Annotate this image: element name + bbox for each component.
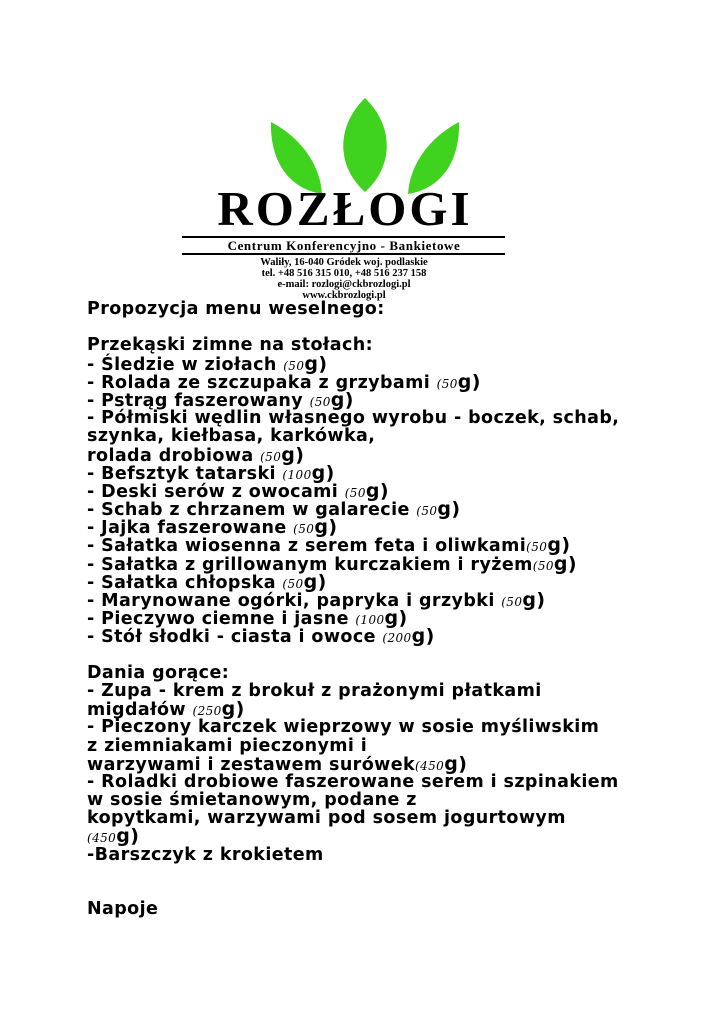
portion-unit: g): [444, 752, 468, 775]
portion-unit: g): [304, 352, 328, 375]
dish-text: - Jajka faszerowane: [87, 518, 294, 539]
portion-unit: g): [437, 498, 461, 521]
dish-text: - Pieczywo ciemne i jasne: [87, 609, 356, 630]
divider-bottom: [182, 253, 505, 255]
menu-line: [87, 552, 687, 575]
portion-size: (50: [260, 449, 282, 464]
menu-line: [87, 718, 687, 736]
dish-text: - Roladki drobiowe faszerowane serem i szpinakiem: [87, 771, 619, 792]
menu-line: [87, 516, 687, 539]
portion-unit: g): [365, 479, 389, 502]
portion-size: (50: [532, 558, 554, 573]
menu-line: [87, 737, 687, 755]
menu-title: Propozycja menu weselnego:: [87, 299, 385, 319]
menu-line: [87, 570, 687, 593]
menu-line: [87, 825, 687, 848]
drinks-heading: Napoje: [87, 899, 159, 920]
portion-size: (450: [87, 831, 117, 846]
website: www.ckbrozlogi.pl: [302, 290, 386, 301]
portion-unit: g): [281, 443, 305, 466]
menu-line: [87, 791, 687, 809]
portion-size: (50: [309, 394, 331, 409]
dish-text: migdałów: [87, 700, 193, 721]
portion-size: (50: [526, 540, 548, 555]
address: Waliły, 16-040 Gródek woj. podlaskie: [260, 257, 428, 268]
portion-unit: g): [553, 552, 577, 575]
portion-unit: g): [457, 370, 481, 393]
menu-line: [87, 682, 687, 700]
portion-size: (50: [416, 504, 438, 519]
menu-line: [87, 752, 687, 775]
portion-size: (50: [344, 485, 366, 500]
menu-line: [87, 388, 687, 411]
portion-unit: g): [116, 825, 140, 848]
portion-size: (100: [282, 467, 312, 482]
portion-size: (200: [382, 631, 412, 646]
portion-size: (50: [501, 595, 523, 609]
portion-size: (50: [282, 576, 304, 591]
portion-unit: g): [311, 461, 335, 484]
menu-line: [87, 809, 687, 827]
dish-text: warzywami i zestawem surówek: [87, 754, 416, 775]
hot-dishes-list: [87, 682, 687, 864]
portion-size: (450: [415, 758, 445, 773]
dish-text: - Deski serów z owocami: [87, 481, 345, 502]
email: e-mail: rozlogi@ckbrozlogi.pl: [277, 279, 411, 290]
dish-text: - Pieczony karczek wieprzowy w sosie myśliwskim: [87, 717, 600, 738]
dish-text: - Pstrąg faszerowany: [87, 390, 310, 411]
menu-line: [87, 698, 687, 721]
dish-text: w sosie śmietanowym, podane z: [87, 790, 417, 811]
hot-heading: Dania gorące:: [87, 662, 230, 683]
dish-text: - Befsztyk tatarski: [87, 463, 283, 484]
dish-text: - Marynowane ogórki, papryka i grzybki: [87, 591, 502, 611]
dish-text: rolada drobiowa: [87, 445, 261, 466]
portion-size: (50: [436, 376, 458, 391]
menu-line: [87, 607, 687, 630]
portion-unit: g): [330, 388, 354, 411]
menu-line: [87, 479, 687, 502]
portion-size: (250: [192, 704, 222, 719]
dish-text: z ziemniakami pieczonymi i: [87, 735, 368, 756]
cold-heading: Przekąski zimne na stołach:: [87, 335, 374, 356]
brand-name: ROZŁOGI: [217, 181, 473, 236]
cold-dishes-list: [87, 352, 687, 648]
portion-unit: g): [547, 534, 571, 557]
dish-text: - Sałatka z grillowanym kurczakiem i ryżem: [87, 554, 533, 575]
menu-line: [87, 443, 687, 466]
menu-line: [87, 534, 687, 557]
dish-text: -Barszczyk z krokietem: [87, 844, 324, 865]
menu-line: [87, 773, 687, 791]
brand-subtitle: Centrum Konferencyjno - Bankietowe: [227, 238, 461, 253]
portion-unit: g): [522, 589, 546, 611]
menu-line: [87, 498, 687, 521]
dish-text: - Półmiski wędlin własnego wyrobu - boczek, schab,: [87, 408, 620, 429]
portion-unit: g): [314, 516, 338, 539]
portion-unit: g): [384, 607, 408, 630]
dish-text: - Sałatka wiosenna z serem feta i oliwkami: [87, 536, 527, 557]
dish-text: - Schab z chrzanem w galarecie: [87, 500, 417, 521]
menu-line: [87, 409, 687, 427]
menu-line: [87, 625, 687, 648]
portion-unit: g): [411, 625, 435, 648]
portion-size: (100: [355, 613, 385, 628]
portion-unit: g): [303, 570, 327, 593]
phone: tel. +48 516 315 010, +48 516 237 158: [261, 268, 427, 279]
wedding-menu: [87, 300, 687, 918]
menu-line: [87, 427, 687, 445]
menu-line: [87, 846, 687, 864]
dish-text: - Sałatka chłopska: [87, 572, 283, 593]
dish-text: - Stół słodki - ciasta i owoce: [87, 627, 383, 648]
dish-text: - Zupa - krem z brokuł z prażonymi płatkami: [87, 680, 542, 701]
dish-text: - Rolada ze szczupaka z grzybami: [87, 372, 437, 393]
dish-text: - Śledzie w ziołach: [87, 354, 284, 375]
portion-size: (50: [283, 358, 305, 373]
menu-line: [87, 370, 687, 393]
portion-size: (50: [293, 522, 315, 537]
dish-text: kopytkami, warzywami pod sosem jogurtowym: [87, 808, 566, 829]
menu-line: [87, 352, 687, 375]
portion-unit: g): [221, 698, 245, 721]
dish-text: szynka, kiełbasa, karkówka,: [87, 426, 376, 447]
